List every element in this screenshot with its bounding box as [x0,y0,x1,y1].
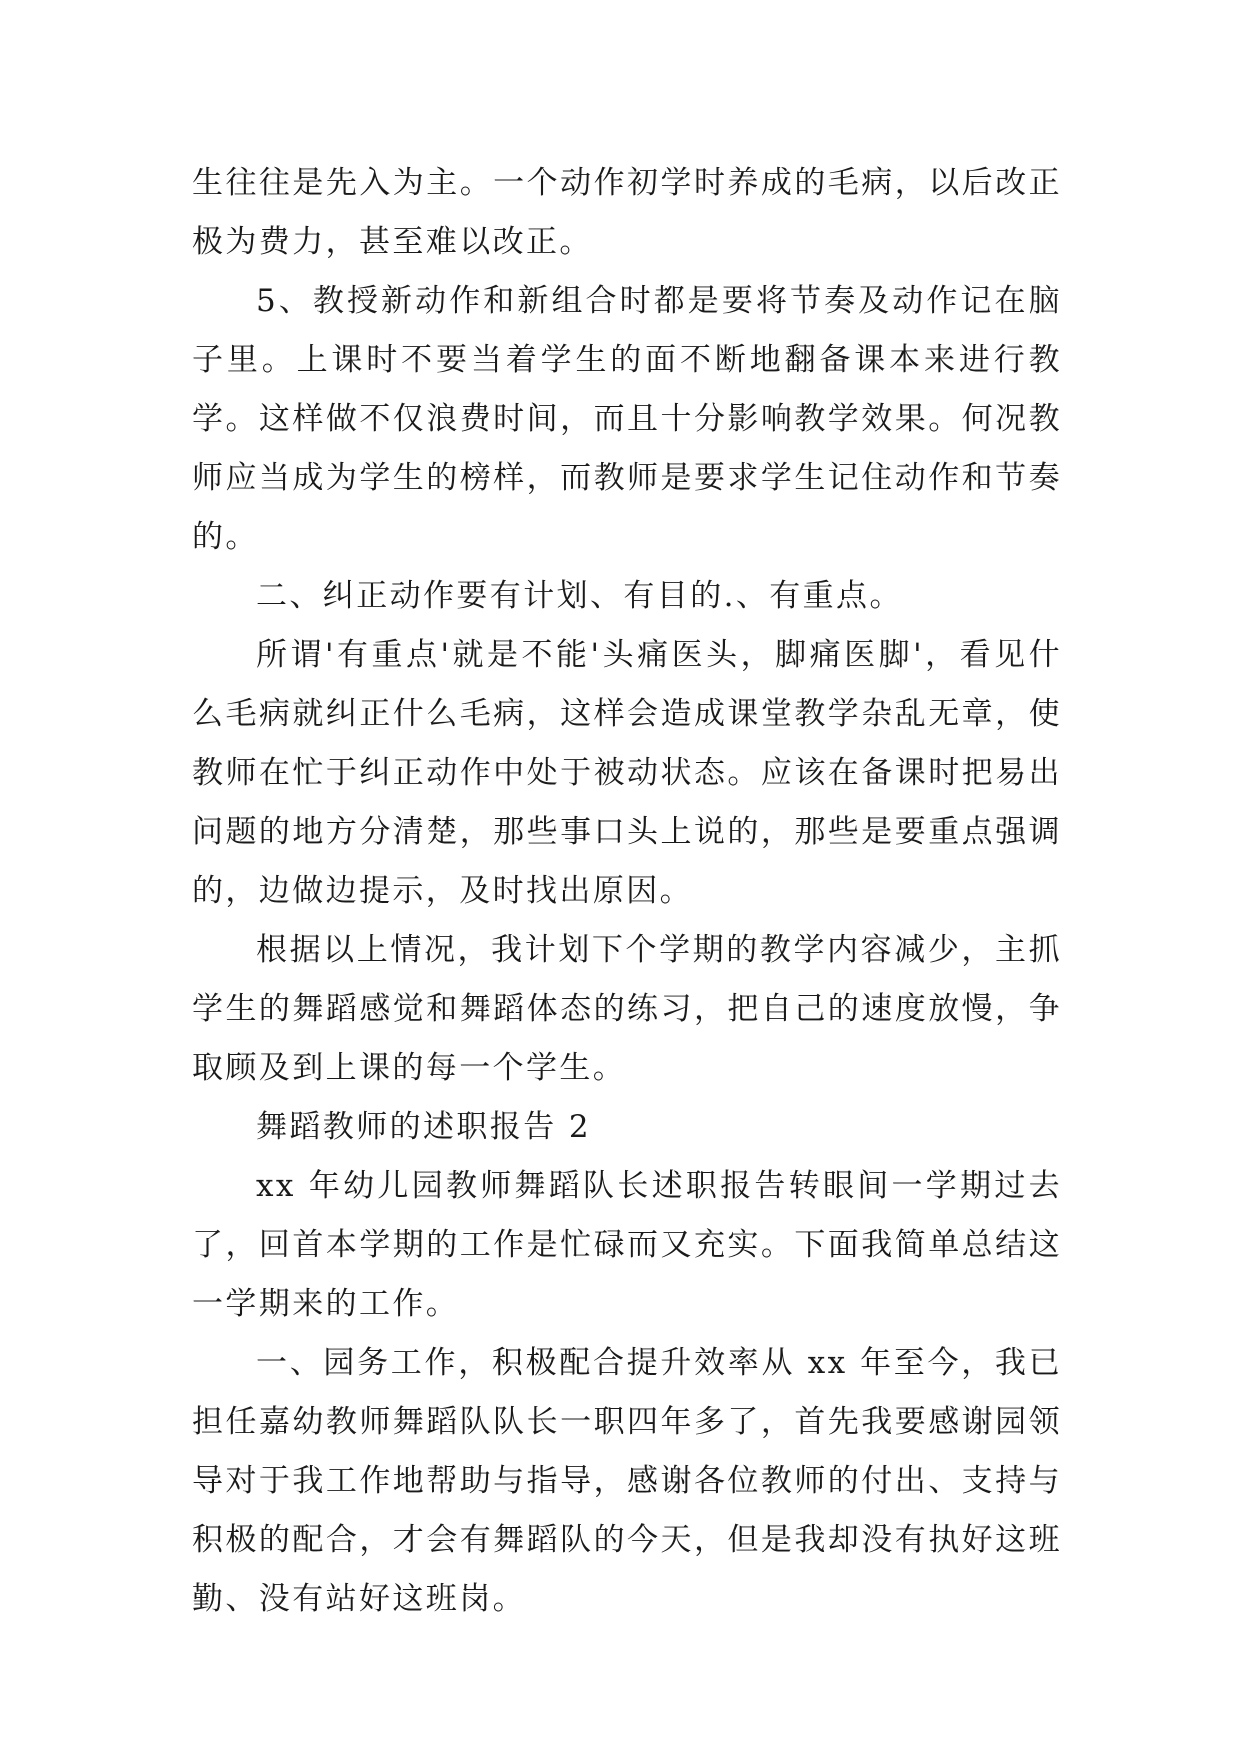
section-heading: 二、纠正动作要有计划、有目的.、有重点。 [256,578,903,614]
paragraph: 一、园务工作，积极配合提升效率从 xx 年至今，我已担任嘉幼教师舞蹈队队长一职四年多了，首先我要感谢园领导对于我工作地帮助与指导，感谢各位教师的付出、支持与积极的配合，才会有舞蹈队的今天，但是我却没有执好这班勤、没有站好这班岗。 [192,1345,1062,1617]
paragraph: 生往往是先入为主。一个动作初学时养成的毛病，以后改正极为费力，甚至难以改正。 [192,165,1062,260]
paragraph: 所谓'有重点'就是不能'头痛医头，脚痛医脚'，看见什么毛病就纠正什么毛病，这样会造成课堂教学杂乱无章，使教师在忙于纠正动作中处于被动状态。应该在备课时把易出问题的地方分清楚，那些事口头上说的，那些是要重点强调的，边做边提示，及时找出原因。 [192,637,1062,909]
document-page [192,154,1062,1629]
paragraph: 根据以上情况，我计划下个学期的教学内容减少，主抓学生的舞蹈感觉和舞蹈体态的练习，把自己的速度放慢，争取顾及到上课的每一个学生。 [192,932,1062,1086]
paragraph: 5、教授新动作和新组合时都是要将节奏及动作记在脑子里。上课时不要当着学生的面不断地翻备课本来进行教学。这样做不仅浪费时间，而且十分影响教学效果。何况教师应当成为学生的榜样，而教师是要求学生记住动作和节奏的。 [192,283,1062,555]
paragraph: xx 年幼儿园教师舞蹈队长述职报告转眼间一学期过去了，回首本学期的工作是忙碌而又充实。下面我简单总结这一学期来的工作。 [192,1168,1062,1322]
document-title: 舞蹈教师的述职报告 2 [256,1109,591,1145]
